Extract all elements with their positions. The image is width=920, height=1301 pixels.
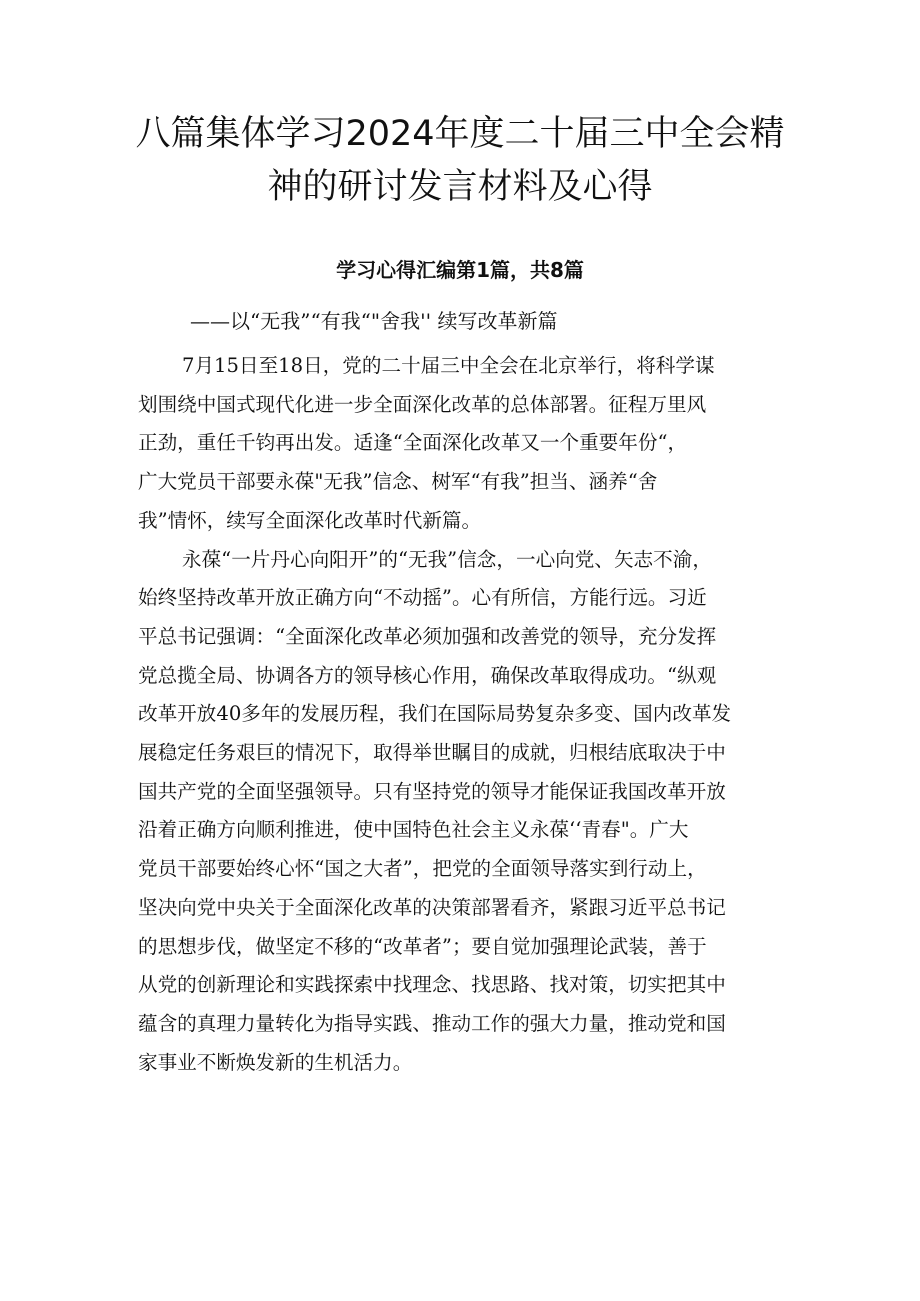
paragraph-line: 正劲，重任千钧再出发。适逢“全面深化改革又一个重要年份“， [138, 431, 688, 455]
paragraph-line: 坚决向党中央关于全面深化改革的决策部署看齐，紧跟习近平总书记 [138, 895, 726, 919]
paragraph-line: 的思想步伐，做坚定不移的“改革者”；要自觉加强理论武装，善于 [138, 934, 707, 958]
paragraph-line: 从党的创新理论和实践探索中找理念、找思路、找对策，切实把其中 [138, 973, 726, 997]
section-heading: 学习心得汇编第1篇，共8篇 [336, 258, 584, 282]
paragraph-line: 党员干部要始终心怀“国之大者”，把党的全面领导落实到行动上， [138, 857, 707, 881]
paragraph-line: 平总书记强调：“全面深化改革必须加强和改善党的领导，充分发挥 [138, 624, 717, 648]
paragraph-line: 蕴含的真理力量转化为指导实践、推动工作的强大力量，推动党和国 [138, 1011, 726, 1035]
paragraph-line: 划围绕中国式现代化进一步全面深化改革的总体部署。征程万里风 [138, 392, 707, 416]
subtitle: ——以“无我”“有我“"舍我'' 续写改革新篇 [190, 309, 558, 333]
paragraph-line: 7月15日至18日，党的二十届三中全会在北京举行，将科学谋 [182, 354, 715, 377]
title-line-1: 八篇集体学习2024年度二十届三中全会精 [135, 114, 785, 154]
paragraph-line: 家事业不断焕发新的生机活力。 [138, 1050, 413, 1074]
paragraph-1 [138, 347, 786, 541]
body-text [138, 347, 786, 1082]
document-title [110, 108, 810, 214]
paragraph-line: 国共产党的全面坚强领导。只有坚持党的领导才能保证我国改革开放 [138, 779, 726, 803]
paragraph-line: 改革开放40多年的发展历程，我们在国际局势复杂多变、国内改革发 [138, 702, 732, 726]
paragraph-line: 永葆“一片丹心向阳开”的“无我”信念，一心向党、矢志不渝， [182, 547, 712, 571]
paragraph-line: 展稳定任务艰巨的情况下，取得举世瞩目的成就，归根结底取决于中 [138, 741, 726, 765]
paragraph-line: 党总揽全局、协调各方的领导核心作用，确保改革取得成功。“纵观 [138, 663, 717, 687]
paragraph-2 [138, 541, 786, 1083]
paragraph-line: 我”情怀，续写全面深化改革时代新篇。 [138, 508, 482, 532]
title-line-2: 神的研讨发言材料及心得 [267, 167, 653, 207]
paragraph-line: 沿着正确方向顺利推进，使中国特色社会主义永葆‘‘青春"。广大 [138, 818, 689, 842]
paragraph-line: 广大党员干部要永葆"无我”信念、树军“有我”担当、涵养“舍 [138, 470, 658, 494]
paragraph-line: 始终坚持改革开放正确方向“不动摇”。心有所信，方能行远。习近 [138, 586, 707, 610]
